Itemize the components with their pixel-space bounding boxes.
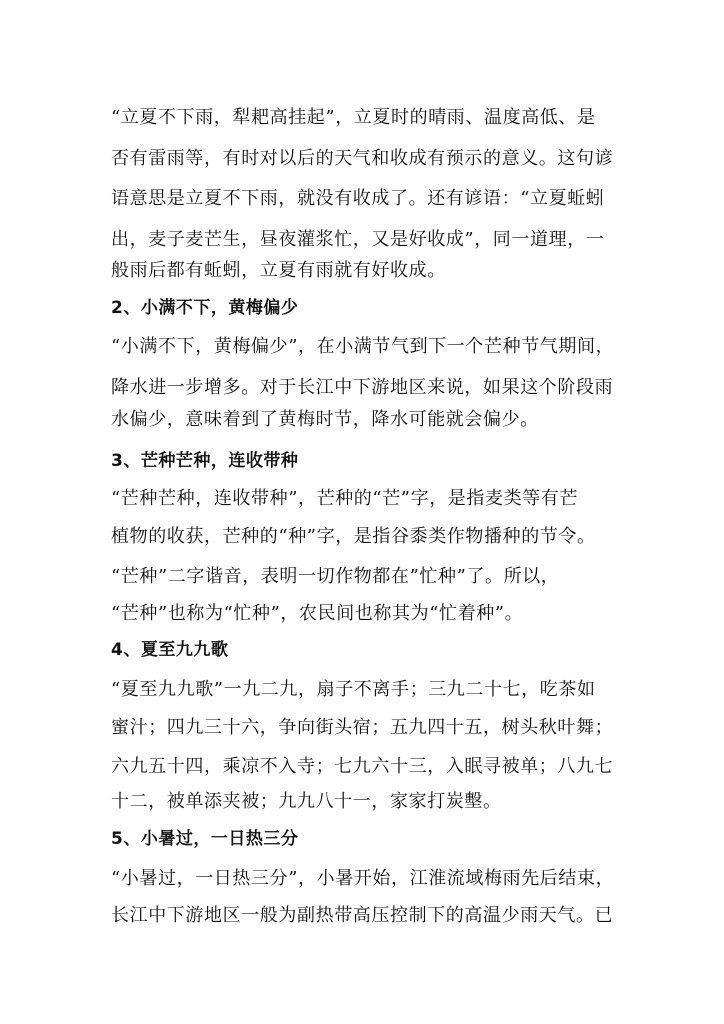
paragraph-line: “芒种”也称为“忙种”，农民间也称其为“忙着种”。 (111, 603, 524, 624)
paragraph-line: 蜜汁；四九三十六，争向街头宿；五九四十五，树头秋叶舞； (111, 717, 614, 738)
section-heading-3: 3、芒种芒种，连收带种 (111, 451, 299, 471)
paragraph-line: 般雨后都有蚯蚓，立夏有雨就有好收成。 (111, 260, 446, 281)
section-heading-5: 5、小暑过，一日热三分 (111, 829, 299, 849)
paragraph-line: 长江中下游地区一般为副热带高压控制下的高温少雨天气。已 (111, 905, 614, 926)
paragraph-line: 语意思是立夏不下雨，就没有收成了。还有谚语：“立夏蚯蚓 (111, 188, 605, 209)
paragraph-line: 植物的收获，芒种的“种”字，是指谷黍类作物播种的节令。 (111, 526, 596, 547)
paragraph-line: “夏至九九歌”一九二九，扇子不离手；三九二十七，吃茶如 (111, 679, 596, 700)
paragraph-line: “小暑过，一日热三分”，小暑开始，江淮流域梅雨先后结束， (111, 868, 615, 889)
section-heading-2: 2、小满不下，黄梅偏少 (111, 298, 299, 318)
paragraph-line: 降水进一步增多。对于长江中下游地区来说，如果这个阶段雨 (111, 377, 614, 398)
paragraph-line: 十二，被单添夹被；九九八十一，家家打炭墼。 (111, 791, 502, 812)
paragraph-line: “芒种芒种，连收带种”，芒种的“芒”字，是指麦类等有芒 (111, 488, 579, 509)
paragraph-line: “芒种”二字谐音，表明一切作物都在”忙种”了。所以， (111, 566, 560, 587)
section-heading-4: 4、夏至九九歌 (111, 640, 229, 660)
paragraph-line: 六九五十四，乘凉不入寺；七九六十三，入眠寻被单；八九七 (111, 756, 614, 777)
paragraph-line: 水偏少，意味着到了黄梅时节，降水可能就会偏少。 (111, 409, 539, 430)
paragraph-line: “小满不下，黄梅偏少”，在小满节气到下一个芒种节气期间， (111, 336, 615, 357)
paragraph-line: “立夏不下雨，犁耙高挂起”，立夏时的晴雨、温度高低、是 (111, 107, 596, 128)
paragraph-line: 否有雷雨等，有时对以后的天气和收成有预示的意义。这句谚 (111, 148, 614, 169)
paragraph-line: 出，麦子麦芒生，昼夜灌浆忙，又是好收成”，同一道理，一 (111, 229, 605, 250)
